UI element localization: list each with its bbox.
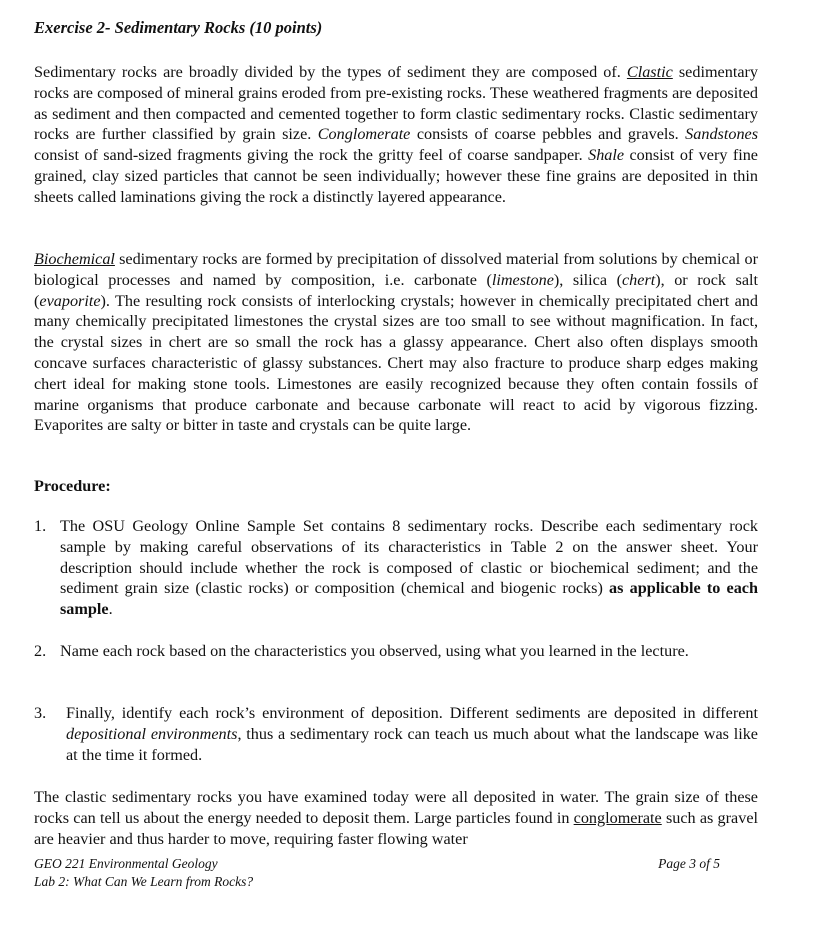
text-span: ), silica ( [553, 270, 622, 289]
step-text: Name each rock based on the characteristics you observed, using what you learned in the lecture. [60, 642, 689, 660]
emphasis: as applicable to each sample [60, 579, 758, 619]
text-span: The OSU Geology Online Sample Set contains 8 sedimentary rocks. Describe each sedimentary rock sample by making careful observations of its characteristics in Table 2 on the answer sheet. Your description should include whether the rock is composed of clastic or biochemical sediment; and the sediment grain size (clastic rocks) or composition (chemical and biogenic rocks) [60, 517, 758, 598]
step-text [66, 703, 758, 765]
text-span: . [108, 600, 113, 619]
footer-course: GEO 221 Environmental Geology [34, 856, 218, 871]
step-text [60, 516, 758, 620]
text-span: consist of sand-sized fragments giving the rock the gritty feel of coarse sandpaper. [34, 146, 589, 165]
procedure-step-2 [34, 641, 758, 662]
text-span: The clastic sedimentary rocks you have examined today were all deposited in water. The grain size of these rocks can tell us about the energy needed to deposit them. Large particles found in [34, 788, 758, 827]
exercise-title: Exercise 2- Sedimentary Rocks (10 points) [34, 18, 323, 37]
term-chert: chert [621, 270, 656, 289]
term-conglomerate: Conglomerate [317, 125, 411, 144]
page-footer [34, 855, 720, 891]
text-span: consist of very fine grained, clay sized particles that cannot be seen individually; however these fine grains are deposited in thin sheets called laminations giving the rock a distinctly layered appearance. [34, 146, 758, 206]
term-limestone: limestone [491, 270, 554, 289]
term-clastic: Clastic [626, 63, 673, 81]
text-span: ). The resulting rock consists of interlocking crystals; however in chemically precipitated chert and many chemically precipitated limestones the crystal sizes are too small to see without magnification. In fact, the crystal sizes in chert are so small the rock has a glassy appearance. Chert also often displays smooth concave surfaces characteristic of glassy substances. Chert may also fracture to produce sharp edges making chert ideal for making stone tools. Limestones are easily recognized because they often contain fossils of marine organisms that produce carbonate and because carbonate will react to acid by vigorous fizzing. Evaporites are salty or bitter in taste and crystals can be quite large. [34, 291, 758, 435]
footer-lab: Lab 2: What Can We Learn from Rocks? [34, 874, 254, 889]
term-evaporite: evaporite [39, 291, 101, 310]
text-span: , thus a sedimentary rock can teach us much about what the landscape was like at the time it formed. [66, 724, 758, 764]
term-conglomerate-underlined: conglomerate [573, 808, 662, 827]
procedure-step-3 [34, 703, 758, 765]
text-span: Finally, identify each rock’s environment of deposition. Different sediments are deposited in different [66, 704, 758, 722]
step-number: 2. [34, 642, 47, 660]
text-span: sedimentary rocks are composed of mineral grains eroded from pre-existing rocks. These weathered fragments are deposited as sediment and then compacted and cemented together to form clastic sedimentary rocks. Clastic sedimentary rocks are further classified by grain size. [34, 63, 758, 144]
text-span: such as gravel are heavier and thus harder to move, requiring faster flowing water [34, 808, 758, 848]
intro-paragraph [34, 62, 758, 208]
text-span: Sedimentary rocks are broadly divided by the types of sediment they are composed of. [34, 63, 627, 81]
step-number: 1. [34, 517, 47, 535]
closing-paragraph [34, 787, 758, 849]
text-span: consists of coarse pebbles and gravels. [410, 125, 686, 144]
text-span: ), or rock salt ( [34, 270, 759, 310]
term-shale: Shale [588, 146, 625, 165]
procedure-heading: Procedure: [34, 477, 111, 495]
biochemical-paragraph [34, 249, 758, 436]
procedure-step-1 [34, 516, 758, 620]
text-span: sedimentary rocks are formed by precipitation of dissolved material from solutions by chemical or biological processes and named by composition, i.e. carbonate ( [34, 250, 758, 289]
footer-page-number: Page 3 of 5 [658, 856, 720, 871]
step-number: 3. [34, 704, 47, 722]
term-depositional-environments: depositional environments [66, 724, 238, 743]
term-sandstones: Sandstones [685, 125, 759, 144]
term-biochemical: Biochemical [34, 250, 115, 268]
